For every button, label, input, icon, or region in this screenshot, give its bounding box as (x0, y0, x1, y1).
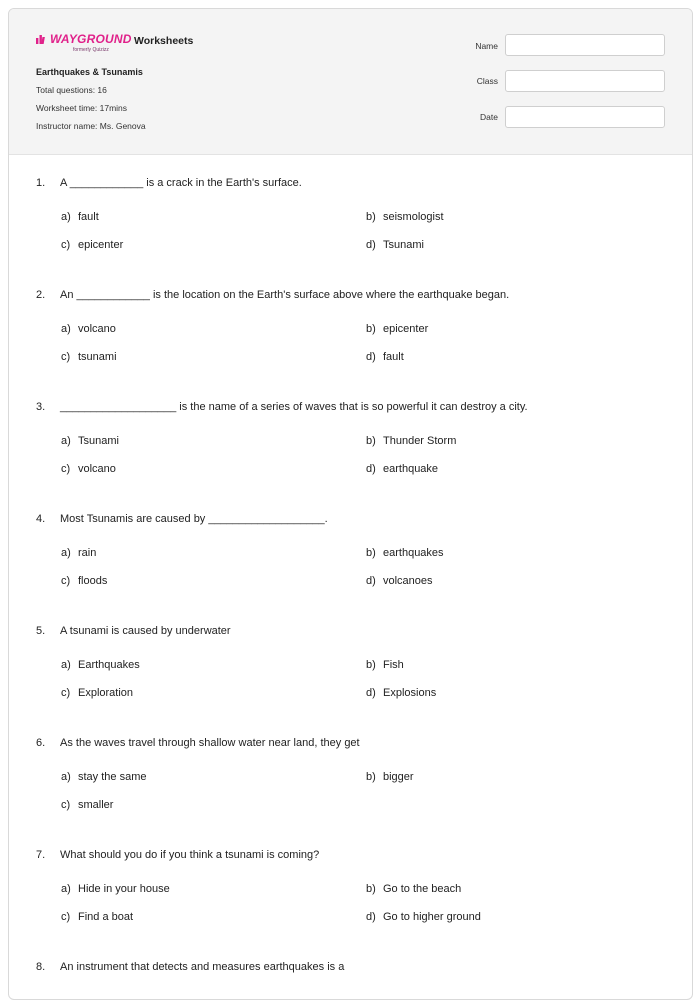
question (36, 177, 302, 189)
option[interactable] (61, 659, 140, 671)
question (36, 401, 528, 413)
option-letter: a) (61, 211, 71, 223)
option-letter: b) (366, 771, 376, 783)
option-letter: d) (366, 575, 376, 587)
option[interactable] (61, 575, 107, 587)
option-text: earthquake (383, 463, 439, 475)
question (36, 961, 344, 973)
option-text: Explosions (383, 687, 437, 699)
option-text: Tsunami (383, 239, 424, 251)
class-label: Class (476, 76, 498, 86)
option[interactable] (366, 687, 436, 699)
option-letter: c) (61, 911, 71, 923)
option-text: Find a boat (78, 911, 134, 923)
question-number: 7. (36, 849, 46, 861)
option[interactable] (61, 771, 146, 783)
option-letter: a) (61, 659, 71, 671)
name-label: Name (475, 41, 498, 51)
option-letter: c) (61, 239, 71, 251)
question-number: 1. (36, 177, 46, 189)
option[interactable] (61, 211, 99, 223)
option-letter: b) (366, 883, 376, 895)
option-text: bigger (383, 771, 414, 783)
option[interactable] (366, 463, 438, 475)
option[interactable] (366, 547, 444, 559)
option-letter: d) (366, 687, 376, 699)
option-text: fault (383, 351, 404, 363)
option[interactable] (61, 239, 123, 251)
option[interactable] (366, 883, 461, 895)
option-text: floods (78, 575, 108, 587)
question-number: 2. (36, 289, 46, 301)
option-text: Go to higher ground (383, 911, 481, 923)
question-number: 4. (36, 513, 46, 525)
worksheet-page (8, 8, 693, 1000)
option-text: earthquakes (383, 547, 444, 559)
question (36, 849, 319, 861)
brand-tagline: formerly Quizizz (73, 47, 109, 53)
option-text: tsunami (78, 351, 117, 363)
question-number: 8. (36, 961, 46, 973)
option[interactable] (61, 547, 96, 559)
option[interactable] (61, 883, 170, 895)
option-letter: b) (366, 323, 376, 335)
option[interactable] (366, 239, 424, 251)
brand-name: WAYGROUND (50, 32, 132, 46)
option-letter: c) (61, 463, 71, 475)
option-text: fault (78, 211, 99, 223)
logo-mark-icon (36, 34, 48, 44)
option-text: Exploration (78, 687, 134, 699)
option-text: volcano (78, 323, 116, 335)
option-letter: a) (61, 323, 71, 335)
question-text: What should you do if you think a tsunami is coming? (60, 849, 320, 861)
question-number: 5. (36, 625, 46, 637)
option-letter: d) (366, 239, 376, 251)
option[interactable] (61, 687, 133, 699)
option[interactable] (366, 659, 404, 671)
option[interactable] (366, 435, 456, 447)
total-questions: Total questions: 16 (36, 85, 107, 95)
option-text: Hide in your house (78, 883, 170, 895)
question-text: As the waves travel through shallow water near land, they get (60, 737, 360, 749)
option[interactable] (366, 771, 414, 783)
option-letter: c) (61, 687, 71, 699)
question-text: Most Tsunamis are caused by ___________________. (60, 513, 328, 525)
option[interactable] (61, 351, 117, 363)
question (36, 513, 328, 525)
option-letter: d) (366, 351, 376, 363)
question-text: An ____________ is the location on the Earth's surface above where the earthquake began. (60, 289, 510, 301)
option-letter: a) (61, 883, 71, 895)
question (36, 737, 360, 749)
option[interactable] (366, 911, 481, 923)
option-letter: d) (366, 463, 376, 475)
option-text: rain (78, 547, 97, 559)
instructor-name: Instructor name: Ms. Genova (36, 121, 146, 131)
option-text: Fish (383, 659, 404, 671)
option-letter: c) (61, 351, 71, 363)
option-letter: a) (61, 435, 71, 447)
question-number: 6. (36, 737, 46, 749)
option-text: stay the same (78, 771, 147, 783)
option-letter: b) (366, 659, 376, 671)
product-name: Worksheets (134, 35, 194, 47)
question (36, 625, 231, 637)
worksheet-time: Worksheet time: 17mins (36, 103, 128, 113)
option[interactable] (366, 323, 428, 335)
option[interactable] (61, 911, 133, 923)
option-text: seismologist (383, 211, 444, 223)
option-text: Go to the beach (383, 883, 462, 895)
worksheet-header (9, 9, 692, 155)
date-field[interactable] (505, 106, 665, 128)
option[interactable] (366, 575, 433, 587)
option[interactable] (61, 799, 113, 811)
option[interactable] (61, 463, 116, 475)
option-letter: a) (61, 547, 71, 559)
option[interactable] (366, 211, 444, 223)
question-text: A tsunami is caused by underwater (60, 625, 231, 637)
option-text: volcano (78, 463, 116, 475)
question-text: ___________________ is the name of a series of waves that is so powerful it can destroy a city. (60, 401, 528, 413)
option-letter: c) (61, 799, 71, 811)
name-field[interactable] (505, 34, 665, 56)
question (36, 289, 509, 301)
option-text: Tsunami (78, 435, 119, 447)
option[interactable] (61, 435, 119, 447)
option-letter: d) (366, 911, 376, 923)
option-letter: a) (61, 771, 71, 783)
option[interactable] (366, 351, 404, 363)
option-text: smaller (78, 799, 114, 811)
option-text: Earthquakes (78, 659, 140, 671)
option-text: epicenter (78, 239, 124, 251)
class-field[interactable] (505, 70, 665, 92)
option-letter: b) (366, 547, 376, 559)
option-letter: b) (366, 211, 376, 223)
option-letter: c) (61, 575, 71, 587)
option-letter: b) (366, 435, 376, 447)
option-text: volcanoes (383, 575, 433, 587)
question-text: An instrument that detects and measures earthquakes is a (60, 961, 345, 973)
worksheet-title: Earthquakes & Tsunamis (36, 67, 143, 77)
question-text: A ____________ is a crack in the Earth's surface. (60, 177, 302, 189)
question-number: 3. (36, 401, 46, 413)
option-text: epicenter (383, 323, 429, 335)
date-label: Date (480, 112, 498, 122)
option[interactable] (61, 323, 116, 335)
option-text: Thunder Storm (383, 435, 457, 447)
